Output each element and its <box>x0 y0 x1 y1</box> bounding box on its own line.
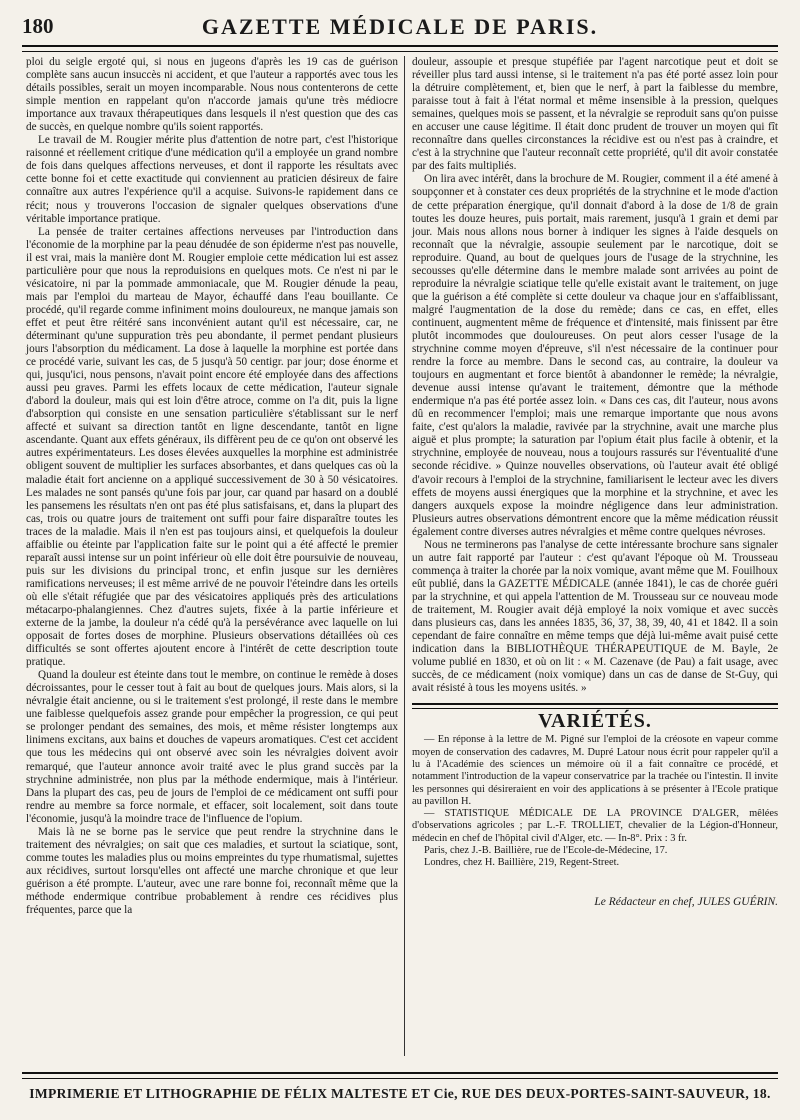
header-rule <box>22 45 778 52</box>
varietes-item: — En réponse à la lettre de M. Pigné sur l'emploi de la créosote en vapeur comme moyen de conservation des cadavres, M. Dupré Latour nous écrit pour rappeler qu'il a lu à l'Académie des sciences un mémoire où il a fait connaître ce procédé, et notamment l'introduction de la vapeur conservatrice par la trachée ou l'intestin. Il invite les personnes qui désireraient en voir des applications à se présenter à l'Ecole pratique au pavillon H. <box>412 734 778 807</box>
page-header <box>22 14 778 42</box>
paragraph: douleur, assoupie et presque stupéfiée par l'agent narcotique peut et doit se réveiller plus tard aussi intense, si le traitement n'a pas été porté assez loin pour la détruire complètement, et, bien que le nerf, à part la faiblesse du membre, paraisse tout à fait à l'état normal et même insensible à la pression, quelques semaines, quelques mois se passent, et la névralgie se reproduit sans qu'on puisse en accuser une cause légitime. Il était donc prudent de trouver un moyen qui fît reconnaître dans quelles circonstances la récidive est ou n'est pas à craindre, et c'est à la strychnine que l'auteur reconnaît cette propriété, qu'il dit avoir constatée par des faits multipliés. <box>412 56 778 173</box>
paragraph: Le travail de M. Rougier mérite plus d'attention de notre part, c'est l'historique raisonné et réellement critique d'une médication qu'il a employée un grand nombre de fois dans quelques affections nerveuses, et dont il rapporte les résultats avec cette bonne foi et cette exactitude qui conviennent au praticien désireux de faire connaître aux autres l'expérience qu'il a acquise. Suivons-le rapidement dans ce récit; nous y trouverons l'occasion de signaler quelques observations d'une véritable importance pratique. <box>26 134 398 225</box>
varietes-heading: VARIÉTÉS. <box>538 710 652 733</box>
publisher-address-paris: Paris, chez J.-B. Baillière, rue de l'Ecole-de-Médecine, 17. <box>424 845 668 857</box>
paragraph: On lira avec intérêt, dans la brochure de M. Rougier, comment il a été amené à soupçonner et à constater ces deux propriétés de la strychnine et le mode d'action de cette préparation énergique, qu'il donnait d'abord à la dose de 1/8 de grain toutes les douze heures, puis portait, mais rarement, jusqu'à 1 grain et demi par jour. Mais nous allons nous borner à indiquer les signes à l'aide desquels on reconnaît que la névralgie, assoupie seulement par le narcotique, doit se reproduire. Quand, au bout de quelques jours de l'usage de la strychnine, les secousses qu'elle détermine dans le membre malade sont arrivées au point de reproduire la névralgie sciatique telle qu'elle existait avant le traitement, on juge que la guérison a été complète si cette douleur va chaque jour en s'affaiblissant, malgré l'augmentation de la dose du remède; dans ce cas, en effet, elles continuent, augmentent même de fréquence et d'intensité, mais finissent par être plutôt incommodes que douloureuses. On peut alors cesser l'usage de la strychnine comme moyen d'épreuve, s'il n'est nécessaire de la continuer pour rendre la force au membre. Dans le second cas, au contraire, la douleur va toujours en augmentant et force bientôt à abandonner le remède; la névralgie, devenue aussi intense qu'avant le traitement, démontre que la méthode endermique n'a pas été portée assez loin. « Dans ces cas, dit l'auteur, nous avons dû en recommencer l'emploi; mais une remarque importante que nous avons faite, c'est qu'alors la maladie, ravivée par la strychnine, avait une marche plus aiguë et plus prompte; la saturation par l'opium était plus facile à obtenir, et la strychnine, employée de nouveau, nous a toujours rassurés sur l'éventualité d'une seconde récidive. » Quinze nouvelles observations, où l'auteur avait été obligé d'avoir recours à l'emploi de la strychnine, familiarisent le lecteur avec les divers effets de moyens aussi énergiques que la morphine et la strychnine, et avec les dangers auxquels expose la moindre négligence dans leur administration. Plusieurs autres observations démontrent encore que la même médication réussit également contre diverses autres névralgies et même contre quelques névroses. <box>412 173 778 538</box>
paragraph: Mais là ne se borne pas le service que peut rendre la strychnine dans le traitement des névralgies; on sait que ces maladies, et surtout la sciatique, sont, comme toutes les maladies plus ou moins empreintes du type rhumatismal, sujettes aux récidives, surtout lorsqu'elles ont affecté une marche chronique et que leur guérison a été prompte. L'auteur, avec une rare bonne foi, reconnaît même que la méthode endermique contribue probablement à rendre ces récidives plus fréquentes, parce que la <box>26 825 398 917</box>
varietes-section <box>412 734 778 869</box>
paragraph: ploi du seigle ergoté qui, si nous en jugeons d'après les 19 cas de guérison complète sans aucun insuccès ni accident, et que l'auteur a rapportés avec tous les détails possibles, serait un moyen incomparable. Nous nous contenterons de cette simple mention en rappelant qu'on n'accorde jamais qu'une très médiocre importance aux travaux thérapeutiques dans lesquels il n'est question que des cas de succès, en quelque nombre qu'ils soient rapportés. <box>26 56 398 134</box>
page-number: 180 <box>22 14 54 38</box>
editor-signature: Le Rédacteur en chef, JULES GUÉRIN. <box>594 895 778 908</box>
paragraph: La pensée de traiter certaines affections nerveuses par l'introduction dans l'économie de la morphine par la peau dénudée de son épiderme n'est pas nouvelle, il est vrai, mais la manière dont M. Rougier emploie cette médication lui est assez particulière pour que nous la reproduisions en quelques mots. Ce n'est ni par le vésicatoire, ni par la pommade ammoniacale, que M. Rougier dénude la peau, mais par l'emploi du marteau de Mayor, échauffé dans l'eau bouillante. Ce procédé, qu'il regarde comme infiniment moins douloureux, ne manque jamais son effet et peut être réitéré sans inconvénient autant qu'il est nécessaire, car, ne déterminant qu'une suppuration très peu abondante, il permet pendant plusieurs jours l'absorption du médicament. La dose à laquelle la morphine est portée dans ce procédé varie, suivant les cas, de 5 jusqu'à 50 centigr. par jour; dose énorme et qui, jusqu'ici, nous pensons, n'avait point encore été employée dans des affections aussi peu graves. Parmi les effets locaux de cette médication, l'auteur signale d'abord la douleur, mais qui est loin d'être atroce, comme on l'a dit, puis la ligne d'absorption qui consiste en une sensation particulière s'établissant sur le nerf affecté et suivant sa direction tantôt en ligne descendante, tantôt en ligne ascendante. Quant aux effets généraux, ils diffèrent peu de ce qu'on ont observé les autres expérimentateurs. Les doses élevées auxquelles la morphine est administrée obligent souvent de multiplier les surfaces absorbantes, et dans quelques cas où la maladie était fort ancienne on a appliqué successivement de 30 à 50 vésicatoires. Les malades ne sont pansés qu'une fois par jour, car quand par hasard on a doublé les pansemens les résultats n'en ont pas été plus satisfaisans, et, dans la plupart des cas, trois ou quatre jours de traitement ont suffi pour faire disparaître toutes les traces de la maladie. Mais il n'en est pas toujours ainsi, et quelquefois la douleur affaiblie ou éteinte par l'application faite sur le point qui a été affecté le premier reparaît aussi intense sur un point inférieur où elle doit être poursuivie de nouveau, puis sur les divisions du principal tronc, et enfin jusque sur les dernières ramifications nerveuses; il est même arrivé de ne pouvoir l'éteindre dans les orteils où elle s'était réfugiée que par des vésicatoires appliqués près des articulations métacarpo-phalangiennes. Chez d'autres sujets, fixée à la partie inférieure et externe de la jambe, la douleur n'a cédé qu'à la persévérance avec laquelle on lui opposait de fortes doses de morphine. Plusieurs observations détaillées où ces difficultés se sont offertes ajoutent encore à l'intérêt de cette description toute pratique. <box>26 225 398 669</box>
column-separator <box>404 56 406 1056</box>
publisher-address-london: Londres, chez H. Baillière, 219, Regent-Street. <box>424 857 620 869</box>
left-column <box>26 56 398 917</box>
printer-imprint: IMPRIMERIE ET LITHOGRAPHIE DE FÉLIX MALTESTE ET Cie, RUE DES DEUX-PORTES-SAINT-SAUVEUR, 18. <box>29 1086 771 1101</box>
section-rule <box>412 703 778 709</box>
varietes-item: — STATISTIQUE MÉDICALE DE LA PROVINCE D'ALGER, mêlées d'observations agricoles ; par L.-F. TROLLIET, chevalier de la Légion-d'Honneur, médecin en chef de l'hôpital civil d'Alger, etc. — In-8°. Prix : 3 fr. <box>412 808 778 844</box>
masthead-title: GAZETTE MÉDICALE DE PARIS. <box>201 14 599 39</box>
right-column <box>412 56 778 909</box>
footer-rule <box>22 1072 778 1079</box>
paragraph: Nous ne terminerons pas l'analyse de cette intéressante brochure sans signaler un autre fait rapporté par l'auteur : c'est qu'avant l'époque où M. Trousseau commença à traiter la chorée par la noix vomique, avant même que M. Fouilhoux eût publié, dans la GAZETTE MÉDICALE (année 1841), le cas de chorée guéri par la strychnine, et qui appela l'attention de M. Trousseau sur ce nouveau mode de traitement, M. Rougier avait déjà employé la noix vomique et avec succès dans plusieurs cas, dans les années 1835, 36, 37, 38, 39, 40, 41 et 1842. Il a soin cependant de faire connaître en même temps que déjà lui-même avait puisé cette indication dans la BIBLIOTHÈQUE THÉRAPEUTIQUE de M. Bayle, 2e volume publié en 1830, et où on lit : « M. Cazenave (de Pau) a fait usage, avec succès, de ce médicament (noix vomique) dans un cas de danse de St-Guy, qui avait résisté à tous les moyens usités. » <box>412 538 778 695</box>
paragraph: Quand la douleur est éteinte dans tout le membre, on continue le remède à doses décroissantes, pour le cesser tout à fait au bout de quelques jours. Mais alors, si la névralgie était ancienne, ou si le traitement s'est prolongé, il reste dans le membre une faiblesse quelquefois assez grande pour empêcher la progression, ce qui peut se prolonger pendant des semaines, des mois, et même résister longtemps aux linimens excitans, aux bains et douches de vapeurs aromatiques. C'est cet accident que tous les médecins qui ont observé avec soin les névralgies doivent avoir remarqué, que l'auteur annonce avoir traité avec le plus grand succès par la strychnine administrée, non plus par la méthode endermique, mais à l'intérieur. Dans la plupart des cas, peu de jours de l'emploi de ce médicament ont suffi pour rendre au membre sa force normale, et effacer, soit localement, soit dans toute l'économie, jusqu'à la moindre trace de l'influence de l'opium. <box>26 669 398 825</box>
